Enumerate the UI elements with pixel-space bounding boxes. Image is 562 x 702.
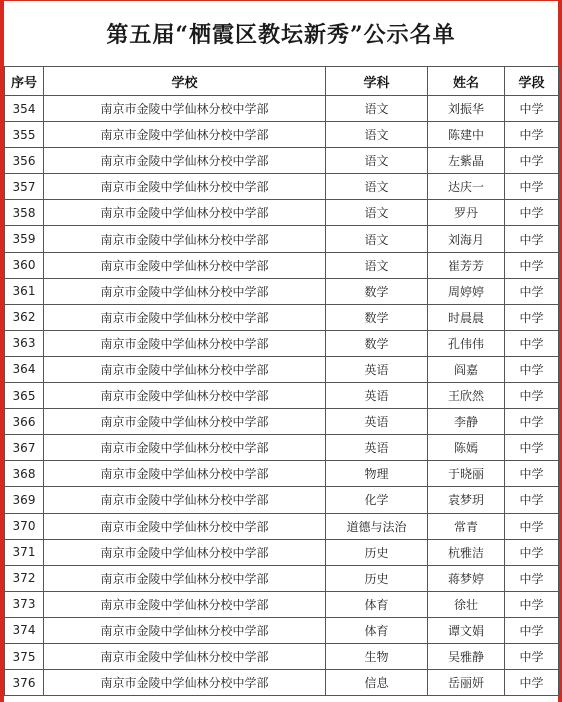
table-row (5, 252, 559, 278)
cell-name: 达庆一 (428, 174, 505, 200)
cell-index: 360 (5, 252, 44, 278)
cell-stage: 中学 (505, 565, 559, 591)
cell-name: 崔芳芳 (428, 252, 505, 278)
cell-stage: 中学 (505, 383, 559, 409)
cell-subject: 数学 (326, 330, 428, 356)
cell-subject: 道德与法治 (326, 513, 428, 539)
cell-name: 袁梦玥 (428, 487, 505, 513)
cell-name: 陈建中 (428, 122, 505, 148)
cell-stage: 中学 (505, 670, 559, 696)
cell-stage: 中学 (505, 487, 559, 513)
cell-subject: 物理 (326, 461, 428, 487)
table-row (5, 148, 559, 174)
table-row (5, 487, 559, 513)
cell-index: 371 (5, 539, 44, 565)
cell-name: 左紫晶 (428, 148, 505, 174)
cell-school: 南京市金陵中学仙林分校中学部 (44, 487, 326, 513)
cell-subject: 语文 (326, 252, 428, 278)
cell-name: 王欣然 (428, 383, 505, 409)
table-row (5, 200, 559, 226)
cell-stage: 中学 (505, 252, 559, 278)
cell-subject: 历史 (326, 539, 428, 565)
cell-school: 南京市金陵中学仙林分校中学部 (44, 278, 326, 304)
header-stage: 学段 (505, 67, 559, 96)
cell-school: 南京市金陵中学仙林分校中学部 (44, 617, 326, 643)
cell-subject: 语文 (326, 226, 428, 252)
cell-stage: 中学 (505, 643, 559, 669)
cell-school: 南京市金陵中学仙林分校中学部 (44, 304, 326, 330)
cell-school: 南京市金陵中学仙林分校中学部 (44, 383, 326, 409)
cell-name: 杭雅洁 (428, 539, 505, 565)
table-row (5, 461, 559, 487)
cell-index: 361 (5, 278, 44, 304)
cell-subject: 语文 (326, 148, 428, 174)
table-row (5, 435, 559, 461)
cell-subject: 历史 (326, 565, 428, 591)
cell-name: 谭文娟 (428, 617, 505, 643)
cell-index: 367 (5, 435, 44, 461)
cell-stage: 中学 (505, 96, 559, 122)
table-row (5, 591, 559, 617)
cell-school: 南京市金陵中学仙林分校中学部 (44, 174, 326, 200)
cell-subject: 体育 (326, 591, 428, 617)
cell-index: 364 (5, 356, 44, 382)
cell-index: 365 (5, 383, 44, 409)
cell-index: 357 (5, 174, 44, 200)
page-title: 第五届“栖霞区教坛新秀”公示名单 (106, 22, 456, 48)
cell-index: 372 (5, 565, 44, 591)
table-row (5, 617, 559, 643)
cell-subject: 英语 (326, 356, 428, 382)
cell-stage: 中学 (505, 356, 559, 382)
table-body (5, 96, 559, 696)
table-row (5, 513, 559, 539)
cell-subject: 数学 (326, 304, 428, 330)
cell-name: 刘振华 (428, 96, 505, 122)
cell-stage: 中学 (505, 330, 559, 356)
cell-name: 徐壮 (428, 591, 505, 617)
cell-subject: 信息 (326, 670, 428, 696)
cell-name: 李静 (428, 409, 505, 435)
table-row (5, 643, 559, 669)
table-row (5, 383, 559, 409)
nominee-table (4, 66, 559, 696)
table-row (5, 670, 559, 696)
cell-subject: 语文 (326, 200, 428, 226)
cell-subject: 语文 (326, 122, 428, 148)
table-row (5, 356, 559, 382)
cell-name: 吴雅静 (428, 643, 505, 669)
cell-name: 蒋梦婷 (428, 565, 505, 591)
cell-school: 南京市金陵中学仙林分校中学部 (44, 226, 326, 252)
cell-school: 南京市金陵中学仙林分校中学部 (44, 539, 326, 565)
cell-stage: 中学 (505, 461, 559, 487)
cell-index: 362 (5, 304, 44, 330)
cell-subject: 英语 (326, 435, 428, 461)
cell-subject: 生物 (326, 643, 428, 669)
header-name: 姓名 (428, 67, 505, 96)
table-row (5, 174, 559, 200)
cell-name: 周婷婷 (428, 278, 505, 304)
cell-name: 阎嘉 (428, 356, 505, 382)
cell-index: 370 (5, 513, 44, 539)
cell-school: 南京市金陵中学仙林分校中学部 (44, 330, 326, 356)
header-index: 序号 (5, 67, 44, 96)
cell-name: 陈嫣 (428, 435, 505, 461)
cell-stage: 中学 (505, 409, 559, 435)
table-row (5, 96, 559, 122)
cell-stage: 中学 (505, 304, 559, 330)
cell-school: 南京市金陵中学仙林分校中学部 (44, 96, 326, 122)
cell-name: 时晨晨 (428, 304, 505, 330)
cell-school: 南京市金陵中学仙林分校中学部 (44, 356, 326, 382)
cell-stage: 中学 (505, 513, 559, 539)
cell-subject: 语文 (326, 174, 428, 200)
cell-stage: 中学 (505, 435, 559, 461)
cell-name: 刘海月 (428, 226, 505, 252)
cell-index: 358 (5, 200, 44, 226)
cell-stage: 中学 (505, 591, 559, 617)
cell-school: 南京市金陵中学仙林分校中学部 (44, 591, 326, 617)
cell-name: 罗丹 (428, 200, 505, 226)
cell-index: 369 (5, 487, 44, 513)
cell-school: 南京市金陵中学仙林分校中学部 (44, 670, 326, 696)
cell-index: 368 (5, 461, 44, 487)
table-row (5, 226, 559, 252)
cell-stage: 中学 (505, 200, 559, 226)
cell-index: 366 (5, 409, 44, 435)
cell-school: 南京市金陵中学仙林分校中学部 (44, 200, 326, 226)
cell-school: 南京市金陵中学仙林分校中学部 (44, 643, 326, 669)
cell-stage: 中学 (505, 148, 559, 174)
header-row (5, 67, 559, 96)
cell-subject: 体育 (326, 617, 428, 643)
cell-index: 375 (5, 643, 44, 669)
cell-subject: 化学 (326, 487, 428, 513)
cell-stage: 中学 (505, 278, 559, 304)
header-subject: 学科 (326, 67, 428, 96)
cell-stage: 中学 (505, 226, 559, 252)
table-row (5, 539, 559, 565)
cell-school: 南京市金陵中学仙林分校中学部 (44, 461, 326, 487)
table-row (5, 330, 559, 356)
cell-index: 355 (5, 122, 44, 148)
cell-index: 356 (5, 148, 44, 174)
cell-school: 南京市金陵中学仙林分校中学部 (44, 148, 326, 174)
cell-index: 376 (5, 670, 44, 696)
cell-index: 363 (5, 330, 44, 356)
cell-subject: 数学 (326, 278, 428, 304)
cell-name: 常青 (428, 513, 505, 539)
header-school: 学校 (44, 67, 326, 96)
cell-school: 南京市金陵中学仙林分校中学部 (44, 565, 326, 591)
cell-stage: 中学 (505, 539, 559, 565)
table-row (5, 304, 559, 330)
cell-school: 南京市金陵中学仙林分校中学部 (44, 122, 326, 148)
cell-name: 岳丽妍 (428, 670, 505, 696)
cell-index: 354 (5, 96, 44, 122)
cell-subject: 英语 (326, 409, 428, 435)
cell-name: 于晓丽 (428, 461, 505, 487)
cell-index: 359 (5, 226, 44, 252)
cell-stage: 中学 (505, 122, 559, 148)
cell-name: 孔伟伟 (428, 330, 505, 356)
cell-school: 南京市金陵中学仙林分校中学部 (44, 513, 326, 539)
cell-school: 南京市金陵中学仙林分校中学部 (44, 252, 326, 278)
cell-school: 南京市金陵中学仙林分校中学部 (44, 435, 326, 461)
cell-index: 373 (5, 591, 44, 617)
table-row (5, 122, 559, 148)
cell-school: 南京市金陵中学仙林分校中学部 (44, 409, 326, 435)
cell-index: 374 (5, 617, 44, 643)
table-row (5, 409, 559, 435)
table-row (5, 278, 559, 304)
cell-stage: 中学 (505, 174, 559, 200)
cell-subject: 语文 (326, 96, 428, 122)
table-row (5, 565, 559, 591)
cell-stage: 中学 (505, 617, 559, 643)
cell-subject: 英语 (326, 383, 428, 409)
